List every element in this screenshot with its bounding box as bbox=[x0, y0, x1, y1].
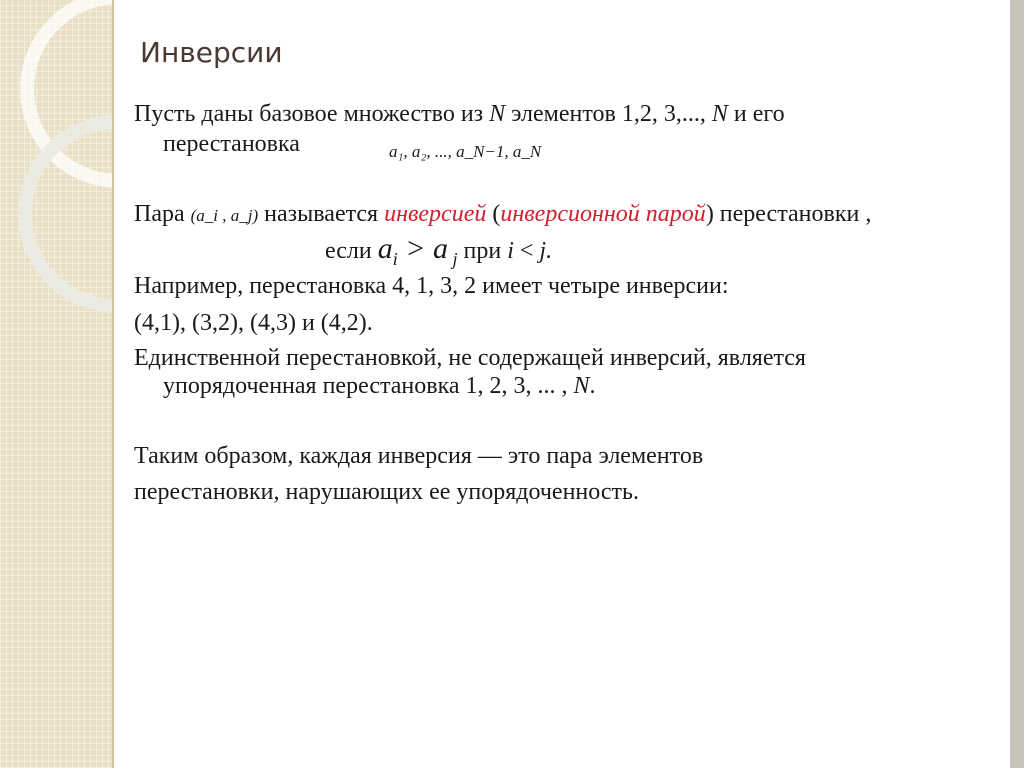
slide-title: Инверсии bbox=[140, 36, 283, 69]
sequence-formula: a₁, a₂, ..., a_N−1, a_N bbox=[389, 142, 542, 161]
decorative-sidebar bbox=[0, 0, 112, 768]
inversion-condition-line: если $a_i > a$ $_j$ при i < j. bbox=[325, 232, 553, 269]
example-inversions-line: (4,1), (3,2), (4,3) и (4,2). bbox=[134, 310, 373, 336]
inversion-definition-line: Пара (a_i , a_j) называется инверсией (инверсионной парой) перестановки , bbox=[134, 201, 872, 227]
intro-line-1: Пусть даны базовое множество из N элементов 1,2, 3,..., N и его bbox=[134, 101, 785, 127]
condition-formula: $a_i > a$ $_j$ bbox=[377, 232, 458, 269]
term-inversion: инверсией bbox=[384, 201, 487, 227]
intro-line-2: перестановка bbox=[163, 131, 300, 157]
conclusion-line-1: Таким образом, каждая инверсия — это пара элементов bbox=[134, 443, 704, 469]
example-line: Например, перестановка 4, 1, 3, 2 имеет четыре инверсии: bbox=[134, 273, 729, 299]
unique-permutation-line-1: Единственной перестановкой, не содержащей инверсий, является bbox=[134, 345, 806, 371]
term-inversion-pair: инверсионной парой bbox=[500, 201, 706, 227]
unique-permutation-line-2: упорядоченная перестановка 1, 2, 3, ... , N. bbox=[163, 373, 596, 399]
pair-formula: (a_i , a_j) bbox=[190, 206, 259, 225]
conclusion-line-2: перестановки, нарушающих ее упорядоченность. bbox=[134, 479, 639, 505]
decorative-ring-bottom bbox=[18, 115, 112, 313]
